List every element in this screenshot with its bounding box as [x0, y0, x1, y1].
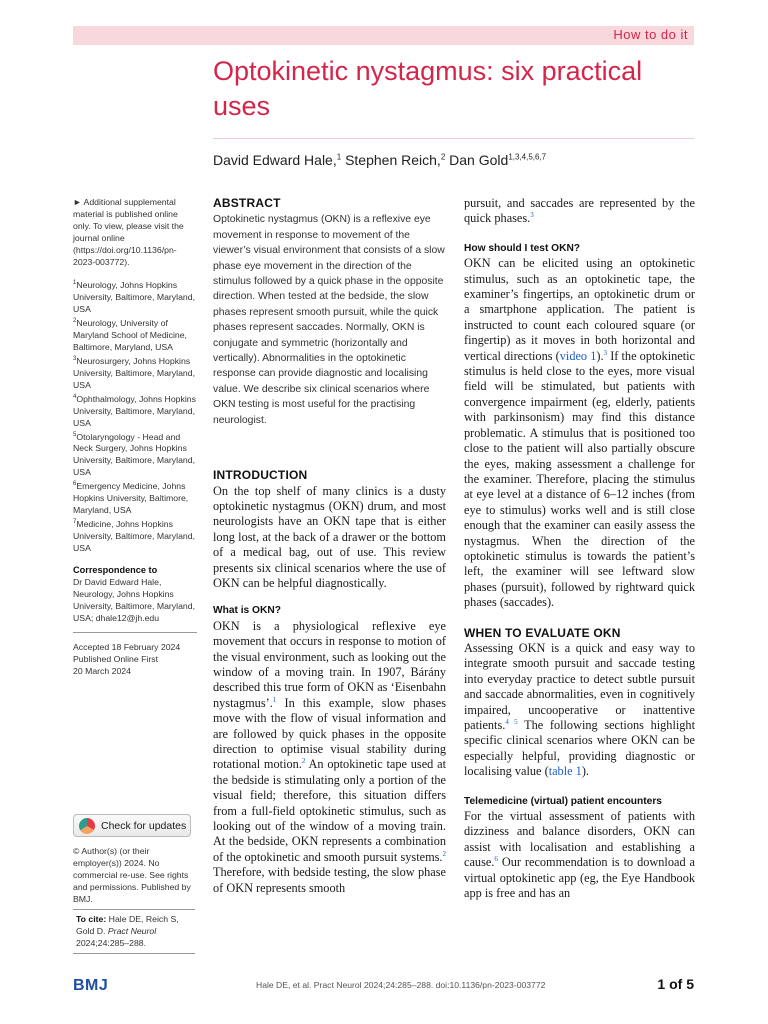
introduction-text: On the top shelf of many clinics is a dusty optokinetic nystagmus (OKN) drum, and most neurologists have an OKN tape that is either long lost, at the back of a drawer or the bottom of a medical bag, out of use. This review presents six clinical scenarios where the use of OKN can be helpful diagnostically. — [213, 483, 446, 590]
title-divider — [213, 138, 694, 139]
crossmark-icon — [79, 818, 95, 834]
affiliation-7: $^7$Medicine, Johns Hopkins University, Baltimore, Maryland, USA — [73, 519, 195, 554]
bmj-logo[interactable]: BMJ — [73, 977, 109, 994]
how-to-test-heading: How should I test OKN? — [464, 242, 581, 254]
section-label: How to do it — [613, 27, 688, 42]
ref-link[interactable]: 3 — [603, 348, 608, 357]
ref-link[interactable]: 2 — [442, 849, 446, 858]
author-list — [213, 152, 693, 168]
copyright-notice: © Author(s) (or their employer(s)) 2024. No commercial re-use. See rights and permissions. Published by BMJ. — [73, 846, 191, 904]
introduction-heading: INTRODUCTION — [213, 468, 308, 483]
what-is-okn-heading: What is OKN? — [213, 605, 281, 617]
header-band — [73, 26, 694, 45]
article-title: Optokinetic nystagmus: six practical uses — [213, 56, 643, 121]
check-for-updates-label: Check for updates — [101, 819, 187, 832]
to-cite-journal: Pract Neurol — [107, 926, 157, 936]
affiliation-6: $^6$Emergency Medicine, Johns Hopkins University, Baltimore, Maryland, USA — [73, 481, 189, 516]
affiliation-4: $^4$Ophthalmology, Johns Hopkins University, Baltimore, Maryland, USA — [73, 393, 196, 428]
table-1-link[interactable]: table 1 — [548, 764, 582, 779]
correspondence-heading: Correspondence to — [73, 565, 158, 576]
continued-text: pursuit, and saccades are represented by the quick phases.$^3$ — [464, 196, 695, 226]
affiliation-1: $^1$Neurology, Johns Hopkins University, Baltimore, Maryland, USA — [73, 279, 195, 314]
to-cite-label: To cite: — [76, 914, 107, 924]
to-cite-box — [73, 909, 195, 954]
sidebar-divider — [73, 632, 197, 633]
supplemental-note[interactable]: ► Additional supplemental material is published online only. To view, please visit the journal online (https://doi.org/10.1136/pn-2023-003772). — [73, 197, 184, 267]
author-2[interactable]: Stephen Reich,$^2$ — [341, 152, 446, 168]
page-number: 1 of 5 — [657, 976, 694, 992]
ref-link[interactable]: 1 — [272, 695, 277, 704]
telemedicine-text: For the virtual assessment of patients with dizziness and balance disorders, OKN can assist with localisation and establishing a cause.$^6$ Our recommendation is to download a virtual optokinetic app (eg, the Eye Handbook app is free and has an — [464, 809, 695, 901]
to-cite-volume: 2024;24:285–288. — [76, 938, 147, 948]
ref-link[interactable]: 2 — [301, 757, 306, 766]
abstract-text: Optokinetic nystagmus (OKN) is a reflexive eye movement in response to movement of the viewer’s visual environment that consists of a slow phase eye movement in the direction of the stimulus followed by a quick phase in the opposite direction. When tested at the bedside, the slow phases represent smooth pursuit, while the quick phases represent saccades. Normally, OKN is conjugate and symmetric (horizontally and vertically). Abnormalities in the optokinetic response can provide diagnostic and localising value. We describe six clinical scenarios where OKN testing is most useful for the practising neurologist. — [213, 214, 445, 426]
footer-citation: Hale DE, et al. Pract Neurol 2024;24:285–288. doi:10.1136/pn-2023-003772 — [256, 980, 546, 990]
ref-link[interactable]: 6 — [494, 855, 498, 864]
what-is-okn-text: OKN is a physiological reflexive eye movement that occurs in response to motion of the visual environment, such as looking out the window of a moving train. In 1907, Bárány described this true form of OKN as ‘Eisenbahn nystagmus’.$^1$ In this example, slow phases move with the flow of visual information and are followed by quick phases in the opposite direction to optimise visual stability during rotational motion.$^2$ An optokinetic tape used at the bedside is stimulating only a portion of the visual field; therefore, this situation differs from a full-field optokinetic stimulus, such as looking out of the window of a moving train. At the bedside, OKN represents a combination of the optokinetic and smooth pursuit systems.$^2$ Therefore, with bedside testing, the slow phase of OKN represents smooth — [213, 618, 446, 895]
column-left — [213, 196, 446, 896]
affiliation-3: $^3$Neurosurgery, Johns Hopkins University, Baltimore, Maryland, USA — [73, 355, 195, 390]
ref-link[interactable]: 3 — [530, 211, 534, 220]
check-for-updates-button[interactable] — [73, 814, 191, 837]
when-to-evaluate-text: Assessing OKN is a quick and easy way to integrate smooth pursuit and saccade testing into everyday practice to detect subtle pursuit and saccade abnormalities, even in cognitively impaired, uncooperative or inattentive patients.$^{4 5}$ The following sections highlight specific clinical scenarios where OKN can be especially helpful, providing diagnostic or localising value (table 1). — [464, 640, 695, 779]
to-cite-authors: Hale DE, Reich S, Gold D. — [76, 914, 179, 936]
column-right — [464, 196, 695, 901]
telemedicine-heading: Telemedicine (virtual) patient encounters — [464, 795, 662, 807]
affiliation-5: $^5$Otolaryngology - Head and Neck Surgery, Johns Hopkins University, Baltimore, Maryland, USA — [73, 431, 195, 478]
when-to-evaluate-heading: WHEN TO EVALUATE OKN — [464, 625, 621, 640]
author-1[interactable]: David Edward Hale,$^1$ — [213, 152, 342, 168]
ref-link[interactable]: 4 5 — [505, 717, 518, 726]
correspondence-details[interactable]: Dr David Edward Hale, Neurology, Johns Hopkins University, Baltimore, Maryland, USA; dhale12@jh.edu — [73, 577, 195, 624]
how-to-test-text: OKN can be elicited using an optokinetic stimulus, such as an optokinetic tape, the examiner’s fingertips, an optokinetic drum or a smartphone application. The patient is instructed to count each coloured square (or fingertip) as it moves in both horizontal and vertical directions (video 1).$^3$ If the optokinetic stimulus is held close to the eyes, more visual field will be stimulated, but patients with convergence impairment (eg, elderly, patients with parkinsonism) may find this distance problematic. A stimulus that is positioned too close to the patient will also partially obscure the eyes, making assessment a challenge for the examiner. Therefore, placing the stimulus at eye level at a distance of 6–12 inches (from eye to stimulus) works well and is still close enough that the examiner can easily assess the nystagmus. When the direction of the optokinetic stimulus is towards the patient’s left, the examiner will see leftward slow phases (pursuit), followed by rightward quick phases (saccades). — [464, 256, 696, 610]
accepted-date: Accepted 18 February 2024 — [73, 642, 181, 653]
published-label: Published Online First — [73, 654, 158, 665]
published-date: 20 March 2024 — [73, 666, 131, 677]
author-3[interactable]: Dan Gold$^{1,3,4,5,6,7}$ — [445, 152, 547, 168]
video-1-link[interactable]: video 1 — [559, 348, 597, 363]
abstract-heading: ABSTRACT — [213, 196, 281, 210]
affiliation-2: $^2$Neurology, University of Maryland School of Medicine, Baltimore, Maryland, USA — [73, 317, 187, 352]
sidebar — [73, 196, 197, 677]
